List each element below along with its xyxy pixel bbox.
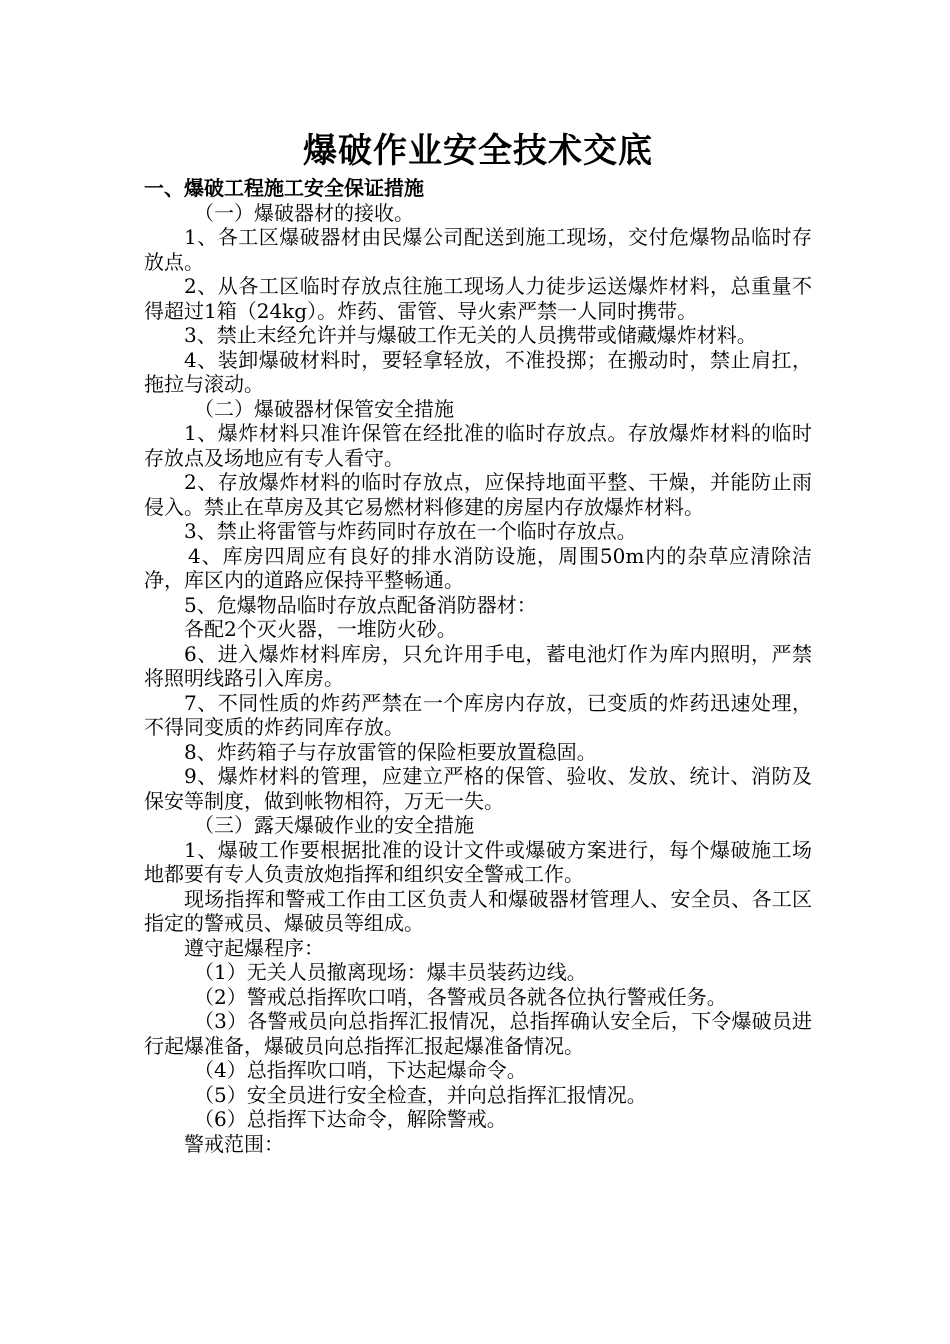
subsection-heading: （一）爆破器材的接收。 <box>194 200 414 225</box>
paragraph: 1、爆破工作要根据批准的设计文件或爆破方案进行，每个爆破施工场地都要有专人负责放炮指挥和组织安全警戒工作。 <box>144 837 812 886</box>
paragraph: 警戒范围： <box>184 1131 284 1156</box>
list-item: （5）安全员进行安全检查，并向总指挥汇报情况。 <box>194 1082 647 1107</box>
list-item: （4）总指挥吹口哨，下达起爆命令。 <box>194 1058 527 1082</box>
paragraph: 现场指挥和警戒工作由工区负责人和爆破器材管理人、安全员、各工区指定的警戒员、爆破员等组成。 <box>144 886 812 935</box>
document-page <box>144 128 812 1156</box>
list-item: （3）各警戒员向总指挥汇报情况，总指挥确认安全后，下令爆破员进行起爆准备，爆破员向总指挥汇报起爆准备情况。 <box>144 1009 812 1058</box>
section-heading: 一、爆破工程施工安全保证措施 <box>144 176 424 200</box>
paragraph: 7、不同性质的炸药严禁在一个库房内存放，已变质的炸药迅速处理，不得同变质的炸药同库存放。 <box>144 690 812 739</box>
subsection-heading: （二）爆破器材保管安全措施 <box>194 396 454 421</box>
list-item: （6）总指挥下达命令，解除警戒。 <box>194 1107 507 1131</box>
paragraph: 2、存放爆炸材料的临时存放点，应保持地面平整、干燥，并能防止雨侵入。禁止在草房及其它易燃材料修建的房屋内存放爆炸材料。 <box>144 470 812 519</box>
paragraph: 4、装卸爆破材料时，要轻拿轻放，不准投掷；在搬动时，禁止肩扛，拖拉与滚动。 <box>144 347 812 396</box>
paragraph: 9、爆炸材料的管理，应建立严格的保管、验收、发放、统计、消防及保安等制度，做到帐物相符，万无一失。 <box>144 764 812 813</box>
subsection-heading: （三）露天爆破作业的安全措施 <box>194 813 474 837</box>
paragraph: 8、炸药箱子与存放雷管的保险柜要放置稳固。 <box>184 739 597 764</box>
paragraph: 4、库房四周应有良好的排水消防设施，周围50m内的杂草应清除洁净，库区内的道路应保持平整畅通。 <box>144 543 812 592</box>
list-item: （2）警戒总指挥吹口哨，各警戒员各就各位执行警戒任务。 <box>194 984 727 1009</box>
document-title: 爆破作业安全技术交底 <box>303 131 653 171</box>
list-item: （1）无关人员撤离现场：爆丰员装药边线。 <box>194 960 587 984</box>
paragraph: 2、从各工区临时存放点往施工现场人力徒步运送爆炸材料，总重量不得超过1箱（24kg）。炸药、雷管、导火索严禁一人同时携带。 <box>144 274 812 323</box>
paragraph: 6、进入爆炸材料库房，只允许用手电，蓄电池灯作为库内照明，严禁将照明线路引入库房。 <box>144 641 812 690</box>
paragraph: 各配2个灭火器，一堆防火砂。 <box>184 617 457 641</box>
paragraph: 3、禁止末经允许并与爆破工作无关的人员携带或储藏爆炸材料。 <box>184 323 757 347</box>
paragraph: 1、爆炸材料只准许保管在经批准的临时存放点。存放爆炸材料的临时存放点及场地应有专人看守。 <box>144 421 812 470</box>
paragraph: 3、禁止将雷管与炸药同时存放在一个临时存放点。 <box>184 519 637 543</box>
paragraph: 1、各工区爆破器材由民爆公司配送到施工现场，交付危爆物品临时存放点。 <box>144 225 812 274</box>
paragraph: 遵守起爆程序： <box>184 935 324 960</box>
paragraph: 5、危爆物品临时存放点配备消防器材： <box>184 592 537 617</box>
